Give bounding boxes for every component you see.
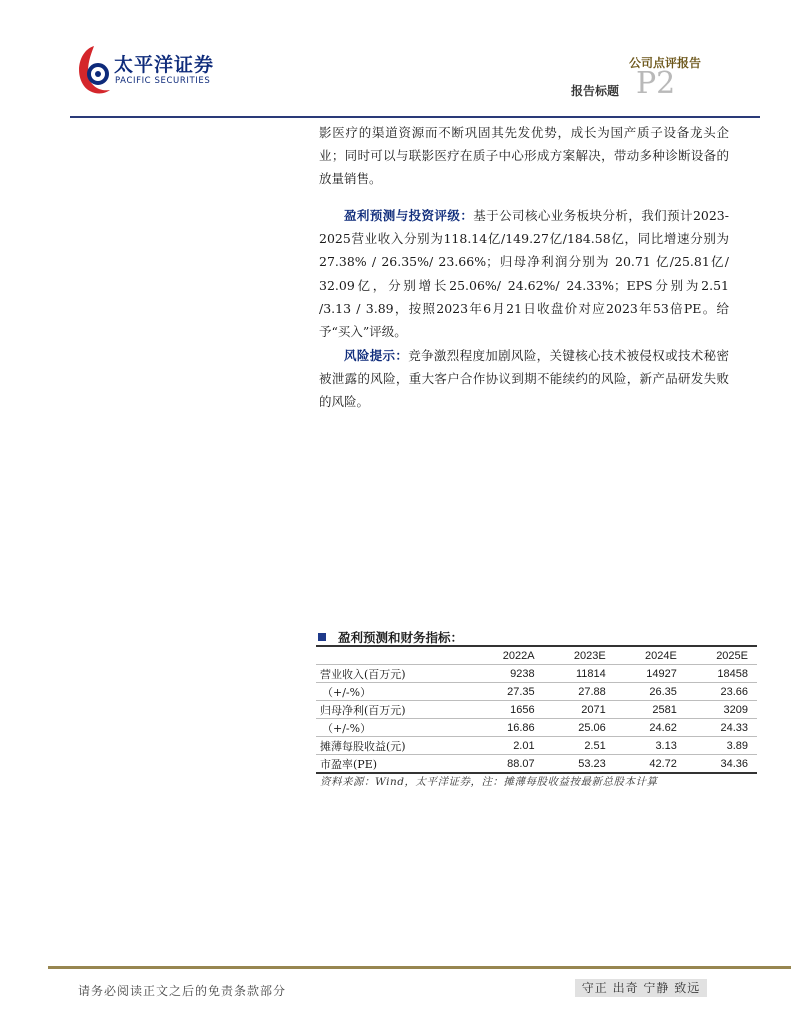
footer-motto: 守正 出奇 宁静 致远: [575, 979, 707, 997]
row-label: 营业收入(百万元): [316, 665, 472, 683]
header-divider: [70, 116, 760, 118]
table-title-text: 盈利预测和财务指标：: [338, 630, 464, 645]
table-cell: 16.86: [472, 719, 543, 737]
table-cell: 27.35: [472, 683, 543, 701]
table-row: [316, 755, 757, 774]
footer-divider: [48, 966, 791, 969]
table-cell: 88.07: [472, 755, 543, 774]
square-bullet-icon: [318, 633, 326, 641]
table-header-row: [316, 647, 757, 665]
company-logo: [76, 42, 236, 98]
table-row: [316, 683, 757, 701]
paragraph-channel-advantage: 影医疗的渠道资源而不断巩固其先发优势，成长为国产质子设备龙头企业；同时可以与联影医疗在质子中心形成方案解决，带动多种诊断设备的放量销售。: [319, 125, 729, 187]
table-row: [316, 665, 757, 683]
footer-disclaimer: 请务必阅读正文之后的免责条款部分: [78, 984, 287, 998]
table-header-cell: 2024E: [615, 647, 686, 665]
earnings-forecast-heading: 盈利预测与投资评级：: [344, 208, 474, 223]
table-title: [318, 628, 463, 646]
paragraph-risk-warning: [319, 344, 729, 414]
table-cell: 24.62: [615, 719, 686, 737]
table-cell: 53.23: [544, 755, 615, 774]
table-cell: 3209: [686, 701, 757, 719]
table-cell: 24.33: [686, 719, 757, 737]
financial-metrics-table: [316, 647, 757, 774]
table-cell: 2071: [544, 701, 615, 719]
row-label: 市盈率(PE): [316, 755, 472, 774]
logo-english-name: PACIFIC SECURITIES: [115, 76, 211, 86]
table-row: [316, 737, 757, 755]
table-header-cell: [316, 647, 472, 665]
table-header-cell: 2023E: [544, 647, 615, 665]
row-label: 归母净利(百万元): [316, 701, 472, 719]
table-cell: 11814: [544, 665, 615, 683]
risk-warning-heading: 风险提示：: [344, 348, 409, 363]
table-header-cell: 2022A: [472, 647, 543, 665]
row-label: 摊薄每股收益(元): [316, 737, 472, 755]
table-cell: 3.89: [686, 737, 757, 755]
table-cell: 2.51: [544, 737, 615, 755]
risk-warning-text: 竞争激烈程度加剧风险，关键核心技术被侵权或技术秘密被泄露的风险，重大客户合作协议到期不能续约的风险，新产品研发失败的风险。: [319, 348, 729, 410]
table-row: [316, 719, 757, 737]
logo-chinese-name: 太平洋证券: [114, 54, 215, 76]
table-cell: 2581: [615, 701, 686, 719]
table-header-cell: 2025E: [686, 647, 757, 665]
table-cell: 26.35: [615, 683, 686, 701]
row-label: （+/-%）: [316, 719, 472, 737]
table-cell: 14927: [615, 665, 686, 683]
report-title: 报告标题: [570, 84, 619, 98]
table-cell: 2.01: [472, 737, 543, 755]
pacific-securities-logo-icon: [76, 42, 112, 98]
table-cell: 18458: [686, 665, 757, 683]
table-cell: 34.36: [686, 755, 757, 774]
earnings-forecast-text: 基于公司核心业务板块分析，我们预计2023-2025营业收入分别为118.14亿/149.27亿/184.58亿，同比增速分别为 27.38% / 26.35%/ 23.66%；归母净利润分别为 20.71 亿/25.81亿/ 32.09亿，分别增长25.06%/ 24.62%/ 24.33%；EPS分别为2.51 /3.13 / 3.89，按照2023年6月21日收盘价对应2023年53倍PE。给予“买入”评级。: [319, 208, 729, 340]
report-type: 公司点评报告: [628, 56, 701, 70]
page-number: P2: [636, 66, 676, 101]
table-cell: 42.72: [615, 755, 686, 774]
table-cell: 9238: [472, 665, 543, 683]
row-label: （+/-%）: [316, 683, 472, 701]
table-cell: 27.88: [544, 683, 615, 701]
table-source-note: 资料来源：Wind，太平洋证券，注：摊薄每股收益按最新总股本计算: [320, 776, 658, 788]
table-cell: 25.06: [544, 719, 615, 737]
table-cell: 3.13: [615, 737, 686, 755]
table-cell: 1656: [472, 701, 543, 719]
table-cell: 23.66: [686, 683, 757, 701]
table-row: [316, 701, 757, 719]
paragraph-earnings-forecast: [319, 204, 729, 343]
